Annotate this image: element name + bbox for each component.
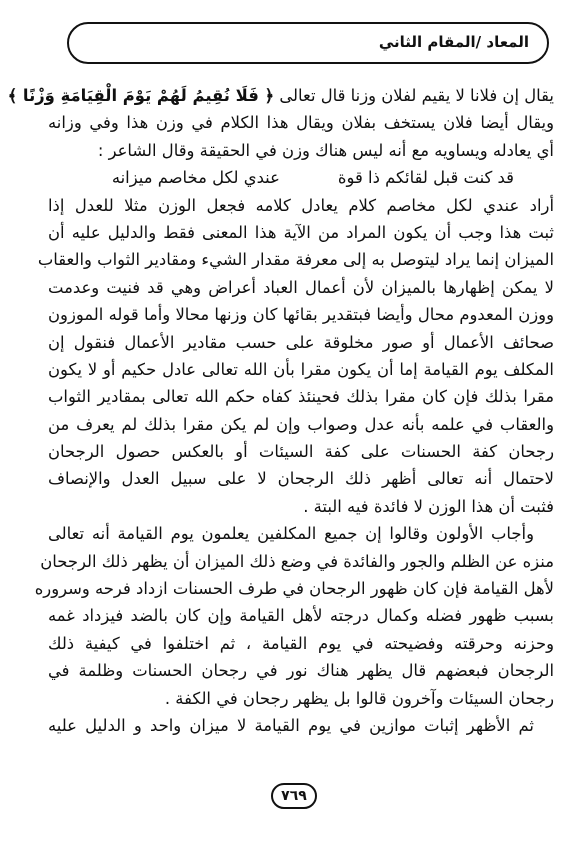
text-line: بسبب ظهور فضله وكمال درجته لأهل القيامة وإن كان بالضد فيزداد غمه [48, 606, 554, 626]
verse-hemistich-first: قد كنت قبل لقائكم ذا قوة [337, 168, 514, 188]
text-line: لأهل القيامة فإن كان ظهور الرجحان في طرف الحسنات ازداد فرحه وسروره [34, 579, 554, 599]
quran-verse: ﴿ فَلَا نُقِيمُ لَهُمْ يَوْمَ الْقِيَامَةِ وَزْنًا ﴾ [7, 86, 275, 105]
text-line: ثم الأظهر إثبات موازين في يوم القيامة لا ميزان واحد و الدليل عليه [48, 715, 534, 735]
verse-hemistich-second: عندي لكل مخاصم ميزانه [111, 168, 280, 188]
running-header [67, 22, 549, 64]
poetry-verse [48, 164, 554, 191]
text-line: ثبت هذا وجب أن يكون المراد من الآية هذا المعنى فقط والدليل عليه أن [48, 222, 554, 242]
text-line: رجحان كفة الحسنات على كفة السيئات أو بالعكس حصول الرجحان [48, 442, 554, 462]
page-number: ٧٦٩ [271, 783, 317, 809]
text-line: المكلف يوم القيامة إما أن يكون مقرا بأن الله تعالى عادل حكيم أو لا يكون [48, 359, 554, 379]
text-line: وأجاب الأولون وقالوا إن جميع المكلفين يعلمون يوم القيامة أنه تعالى [48, 524, 534, 544]
text-line: رجحان السيئات وآخرون قالوا بل يظهر رجحان في الكفة . [164, 688, 554, 708]
text-line [7, 82, 554, 109]
text-line: وحزنه وحرقته وفضيحته في يوم القيامة ، ثم اختلفوا في كيفية ذلك [48, 633, 554, 653]
text-line: الرجحان فبعضهم قال يظهر هناك نور في رجحان الحسنات وظلمة في [48, 661, 554, 681]
text-line: مقرا بذلك فإن كان مقرا بذلك فحينئذ كفاه حكم الله تعالى بمقادير الثواب [48, 387, 554, 407]
text-line: أراد عندي لكل مخاصم كلام يعادل كلامه فجعل الوزن مثلا للعدل إذا [48, 195, 554, 215]
text-segment: يقال إن فلانا لا يقيم لفلان وزنا قال تعالى [279, 86, 554, 105]
text-line: والعقاب في علمه بأنه عدل وصواب وإن لم يكن مقرا بذلك لم يعرف من [48, 414, 554, 434]
page-body [7, 82, 554, 739]
text-line: أي يعادله ويساويه مع أنه ليس هناك وزن في الحقيقة وقال الشاعر : [97, 140, 554, 160]
text-line: لاحتمال أنه تعالى أظهر ذلك الرجحان لا على سبيل العدل والإنصاف [48, 469, 554, 489]
text-line: ويقال أيضا فلان يستخف بفلان ويقال هذا الكلام في وزن هذا وفي وزانه [48, 113, 554, 133]
text-line: فثبت أن هذا الوزن لا فائدة فيه البتة . [303, 496, 554, 516]
header-title: المعاد /المقام الثاني [378, 33, 529, 51]
text-line: ووزن المعدوم محال وأيضا فبتقدير بقائها كان وزنها محالا وأما قوله الموزون [48, 305, 554, 325]
text-line: صحائف الأعمال أو صور مخلوقة على حسب مقادير الأعمال فنقول إن [48, 332, 554, 352]
text-line: لا يمكن إظهارها بالميزان لأن أعمال العباد أعراض وهي قد فنيت وعدمت [48, 277, 554, 297]
text-line: الميزان إنما يراد ليتوصل به إلى معرفة مقدار الشيء ومقادير الثواب والعقاب [37, 250, 554, 270]
text-line: منزه عن الظلم والجور والفائدة في وضع ذلك الميزان أن يظهر ذلك الرجحان [40, 551, 554, 571]
